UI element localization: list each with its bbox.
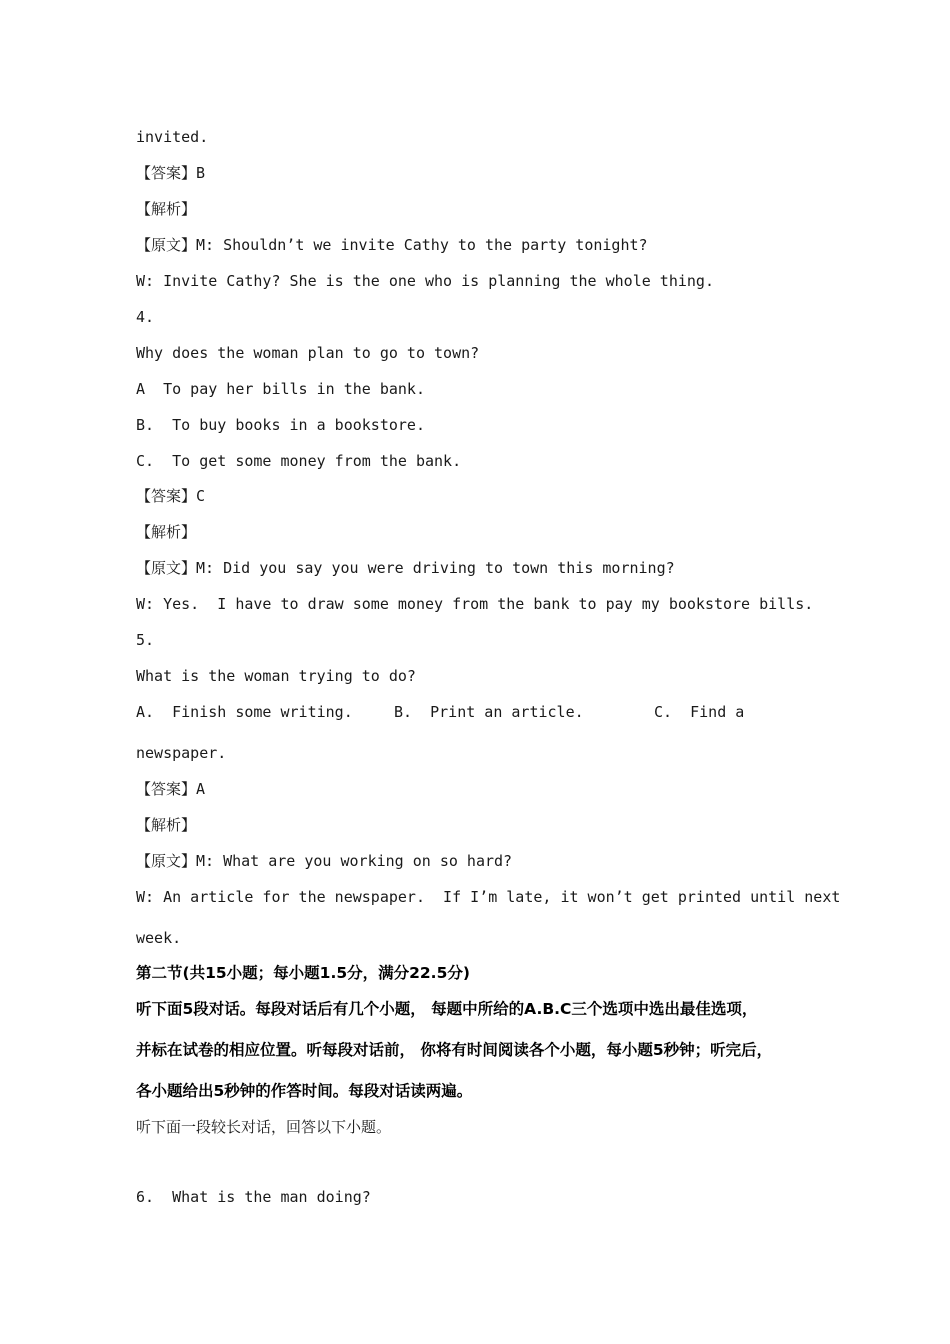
q5-question: What is the woman trying to do? (136, 667, 416, 685)
q5-answer: 【答案】A (136, 780, 206, 798)
q4-number: 4. (136, 308, 155, 326)
q6-question: 6. What is the man doing? (136, 1188, 371, 1206)
q5-option-c-continued: newspaper. (136, 744, 227, 762)
q3-transcript-woman: W: Invite Cathy? She is the one who is planning the whole thing. (136, 272, 714, 290)
q4-option-a: A To pay her bills in the bank. (136, 380, 425, 398)
sub-instruction: 听下面一段较长对话，回答以下小题。 (136, 1118, 392, 1136)
section-2-heading: 第二节(共15小题；每小题1.5分，满分22.5分) (136, 964, 470, 982)
q3-answer: 【答案】B (136, 164, 206, 182)
q4-transcript-woman: W: Yes. I have to draw some money from the bank to pay my bookstore bills. (136, 595, 814, 613)
q5-analysis-label: 【解析】 (136, 816, 197, 834)
q4-answer: 【答案】C (136, 487, 206, 505)
q3-text-end: invited. (136, 128, 209, 146)
q3-analysis-label: 【解析】 (136, 200, 197, 218)
q5-number: 5. (136, 631, 155, 649)
q5-transcript-woman: W: An article for the newspaper. If I’m late, it won’t get printed until next (136, 888, 841, 906)
q4-question: Why does the woman plan to go to town? (136, 344, 480, 362)
q4-transcript-man: 【原文】M: Did you say you were driving to town this morning? (136, 559, 675, 577)
q3-transcript-man: 【原文】M: Shouldn’t we invite Cathy to the party tonight? (136, 236, 648, 254)
q5-option-a: A. Finish some writing. (136, 703, 353, 721)
q5-transcript-woman-continued: week. (136, 929, 182, 947)
q5-transcript-man: 【原文】M: What are you working on so hard? (136, 852, 513, 870)
section-2-instruction-3: 各小题给出5秒钟的作答时间。每段对话读两遍。 (136, 1082, 473, 1100)
q4-analysis-label: 【解析】 (136, 523, 197, 541)
q4-option-b: B. To buy books in a bookstore. (136, 416, 425, 434)
section-2-instruction-1: 听下面5段对话。每段对话后有几个小题， 每题中所给的A.B.C三个选项中选出最佳选项， (136, 1000, 758, 1018)
q5-option-b: B. Print an article. (394, 703, 584, 721)
section-2-instruction-2: 并标在试卷的相应位置。听每段对话前， 你将有时间阅读各个小题，每小题5秒钟；听完后， (136, 1041, 773, 1059)
q5-option-c: C. Find a (654, 703, 745, 721)
q4-option-c: C. To get some money from the bank. (136, 452, 462, 470)
